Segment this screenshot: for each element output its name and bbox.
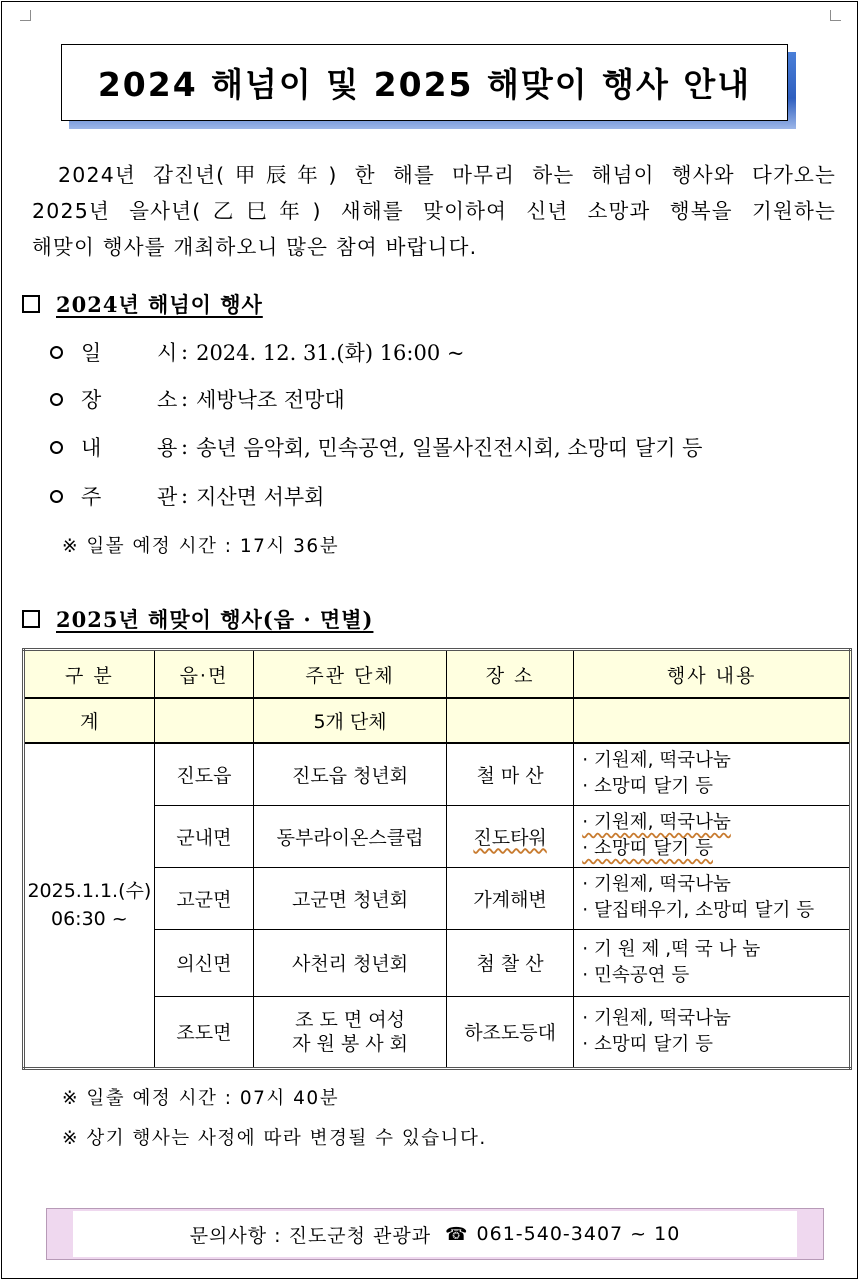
sunset-info-place: 장 소 : 세방낙조 전망대 <box>50 384 345 414</box>
sunset-info-content: 내 용 : 송년 음악회, 민속공연, 일몰사진전시회, 소망띠 달기 등 <box>50 432 702 462</box>
place-cell: 가계해변 <box>446 867 573 929</box>
intro-paragraph <box>32 157 836 265</box>
content-cell: · 기 원 제 ,떡 국 나 눔 · 민속공연 등 <box>574 929 851 996</box>
total-label: 계 <box>24 698 155 743</box>
column-header: 주관 단체 <box>254 650 447 699</box>
place-cell: 철 마 산 <box>446 743 573 805</box>
column-header: 구 분 <box>24 650 155 699</box>
total-row <box>24 698 851 743</box>
column-header: 읍·면 <box>154 650 253 699</box>
sunset-info-date: 일 시 : 2024. 12. 31.(화) 16:00 ~ <box>50 337 464 367</box>
circle-bullet-icon <box>50 393 63 406</box>
checkbox-square-icon <box>22 295 40 313</box>
sunset-section-heading: 2024년 해넘이 행사 <box>22 289 263 319</box>
content-cell: · 기원제, 떡국나눔 · 달집태우기, 소망띠 달기 등 <box>574 867 851 929</box>
event-date-cell: 2025.1.1.(수) 06:30 ~ <box>24 743 155 1068</box>
org-cell: 사천리 청년회 <box>254 929 447 996</box>
town-cell: 군내면 <box>154 805 253 867</box>
circle-bullet-icon <box>50 441 63 454</box>
sunrise-note: ※ 일출 예정 시간 : 07시 40분 <box>62 1088 340 1109</box>
sunset-date-value: 2024. 12. 31.(화) 16:00 ~ <box>196 341 465 365</box>
org-cell: 조 도 면 여성 자 원 봉 사 회 <box>254 996 447 1068</box>
telephone-icon: ☎ <box>445 1223 469 1245</box>
place-cell: 첨 찰 산 <box>446 929 573 996</box>
place-cell: 진도타워 <box>446 805 573 867</box>
column-header: 장 소 <box>446 650 573 699</box>
org-cell: 고군면 청년회 <box>254 867 447 929</box>
intro-line-3: 해맞이 행사를 개최하오니 많은 참여 바랍니다. <box>32 235 478 259</box>
circle-bullet-icon <box>50 346 63 359</box>
org-cell: 동부라이온스클럽 <box>254 805 447 867</box>
crop-mark-right <box>830 10 841 21</box>
intro-line-2: 2025년 을사년(乙巳年) 새해를 맞이하여 신년 소망과 행복을 기원하는 <box>32 199 836 223</box>
sunset-host-value: 지산면 서부회 <box>196 485 325 509</box>
sunrise-events-table <box>22 648 852 1070</box>
checkbox-square-icon <box>22 610 40 628</box>
town-cell: 진도읍 <box>154 743 253 805</box>
place-cell: 하조도등대 <box>446 996 573 1068</box>
column-header: 행사 내용 <box>574 650 851 699</box>
content-cell: · 기원제, 떡국나눔 · 소망띠 달기 등 <box>574 805 851 867</box>
change-notice: ※ 상기 행사는 사정에 따라 변경될 수 있습니다. <box>62 1128 487 1149</box>
town-cell: 조도면 <box>154 996 253 1068</box>
sunset-place-value: 세방낙조 전망대 <box>196 388 345 412</box>
sunset-note: ※ 일몰 예정 시간 : 17시 36분 <box>62 536 340 557</box>
town-cell: 고군면 <box>154 867 253 929</box>
title-box <box>61 44 788 121</box>
sunrise-section-heading: 2025년 해맞이 행사(읍 · 면별) <box>22 604 373 634</box>
page-title: 2024 해넘이 및 2025 해맞이 행사 안내 <box>97 65 752 104</box>
content-cell: · 기원제, 떡국나눔 · 소망띠 달기 등 <box>574 996 851 1068</box>
total-count: 5개 단체 <box>254 698 447 743</box>
table-row <box>24 743 851 805</box>
circle-bullet-icon <box>50 490 63 503</box>
sunset-info-host: 주 관 : 지산면 서부회 <box>50 481 324 511</box>
intro-line-1: 2024년 갑진년(甲辰年) 한 해를 마무리 하는 해넘이 행사와 다가오는 <box>58 163 836 187</box>
org-cell: 진도읍 청년회 <box>254 743 447 805</box>
content-cell: · 기원제, 떡국나눔 · 소망띠 달기 등 <box>574 743 851 805</box>
contact-footer <box>46 1208 824 1260</box>
contact-phone: 061-540-3407 ~ 10 <box>476 1223 681 1245</box>
sunset-content-value: 송년 음악회, 민속공연, 일몰사진전시회, 소망띠 달기 등 <box>196 436 703 460</box>
table-header-row <box>24 650 851 699</box>
crop-mark-left <box>20 10 31 21</box>
town-cell: 의신면 <box>154 929 253 996</box>
contact-label: 문의사항 : 진도군청 관광과 <box>189 1224 432 1247</box>
